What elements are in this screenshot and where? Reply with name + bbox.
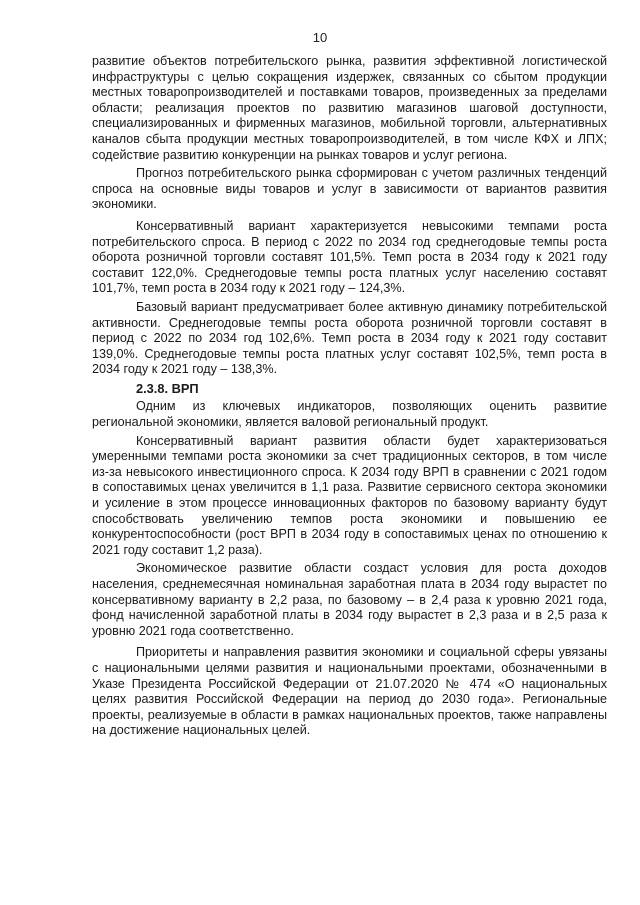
document-body (92, 54, 607, 739)
paragraph-income-growth: Экономическое развитие области создаст условия для роста доходов населения, среднемесячная номинальная заработная плата в 2034 году вырастет по консервативному варианту в 2,2 раза, по базовому – в 2,4 раза к уровню 2021 года, фонд начисленной заработной платы в 2034 году вырастет в 2,3 раза и в 2,5 раза к уровню 2021 года соответственно. (92, 561, 607, 638)
section-heading-grp: 2.3.8. ВРП (136, 380, 199, 396)
paragraph-grp-indicator: Одним из ключевых индикаторов, позволяющих оценить развитие региональной экономики, является валовой региональный продукт. (92, 399, 607, 430)
page-number: 10 (312, 30, 328, 45)
paragraph-consumer-market-forecast: Прогноз потребительского рынка сформирован с учетом различных тенденций спроса на основные виды товаров и услуг в зависимости от вариантов развития экономики. (92, 166, 607, 212)
paragraph-grp-conservative: Консервативный вариант развития области будет характеризоваться умеренными темпами роста экономики за счет традиционных секторов, в том числе из-за невысокого инвестиционного спроса. К 2034 году ВРП в сравнении с 2021 годом в сопоставимых ценах увеличится в 1,1 раза. Развитие сервисного сектора экономики и усиление в этом процессе инновационных факторов по базовому варианту будут способствовать увеличению темпов роста экономики и повышению ее конкурентоспособности (рост ВРП в 2034 году в сопоставимых ценах по отношению к 2021 году составит 1,2 раза). (92, 433, 607, 557)
paragraph-consumer-market-continuation: развитие объектов потребительского рынка, развития эффективной логистической инфраструктуры с целью сокращения издержек, связанных со сбытом продукции местных товаропроизводителей и поставками товаров, произведенных за пределами области; реализация проектов по развитию магазинов шаговой доступности, специализированных и фирменных магазинов, мобильной торговли, альтернативных каналов сбыта продукции местных товаропроизводителей, в том числе КФХ и ЛПХ; содействие развитию конкуренции на рынках товаров и услуг региона. (92, 54, 607, 162)
paragraph-national-goals: Приоритеты и направления развития экономики и социальной сферы увязаны с национальными целями развития и национальными проектами, обозначенными в Указе Президента Российской Федерации от 21.07.2020 № 474 «О национальных целях развития Российской Федерации на период до 2030 года». Региональные проекты, реализуемые в области в рамках национальных проектов, также направлены на достижение национальных целей. (92, 645, 607, 738)
paragraph-base-consumer: Базовый вариант предусматривает более активную динамику потребительской активности. Среднегодовые темпы роста оборота розничной торговли составят в период с 2022 по 2034 год 102,6%. Темп роста в 2034 году к 2021 году составит 139,0%. Среднегодовые темпы роста платных услуг составят 102,5%, темп роста в 2034 году к 2021 году – 138,3%. (92, 299, 607, 377)
paragraph-conservative-consumer: Консервативный вариант характеризуется невысокими темпами роста потребительского спроса. В период с 2022 по 2034 год среднегодовые темпы роста оборота розничной торговли составят 101,5%. Темп роста в 2034 году к 2021 году составит 122,0%. Среднегодовые темпы роста платных услуг населению составят 101,7%, темп роста в 2034 году к 2021 году – 124,3%. (92, 218, 607, 296)
